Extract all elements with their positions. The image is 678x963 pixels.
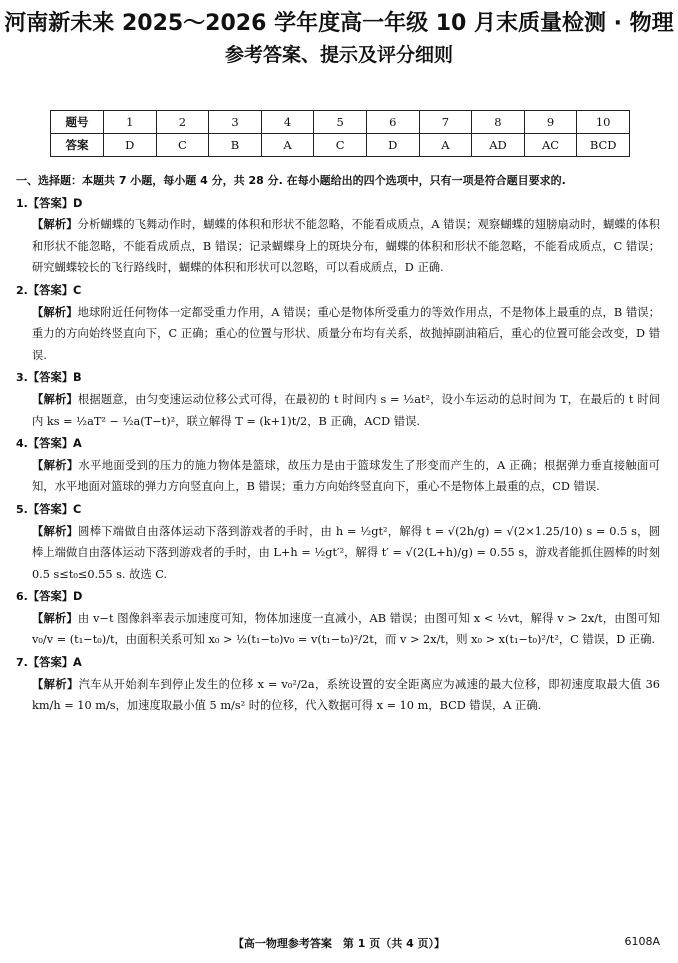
answer-cell: AD [472,134,525,157]
analysis-label: 【解析】 [32,677,79,691]
row-header-number: 题号 [51,111,104,134]
analysis-text: 地球附近任何物体一定都受重力作用，A 错误；重心是物体所受重力的等效作用点，不是物体上最重的点，B 错误；重力的方向始终竖直向下，C 正确；重心的位置与形状、质量分布均有关系，故抛掉副油箱后，重心的位置可能会改变，D 错误. [32,305,660,362]
answer-label: 【答案】D [27,196,83,210]
answer-label: 【答案】C [27,502,82,516]
answer-cell: C [156,134,209,157]
answer-cell: C [314,134,367,157]
answer-label: 【答案】A [27,656,82,670]
question-number-cell: 10 [577,111,630,134]
page-subtitle: 参考答案、提示及评分细则 [224,44,453,66]
analysis-text: 由 v−t 图像斜率表示加速度可知，物体加速度一直减小，AB 错误；由图可知 x < ½vt，解得 v > 2x/t，由图可知 v₀/v = (t₁−t₀)/t，由面积关系可知 x₀ > ½(t₁−t₀)v₀ = v(t₁−t₀)²/2t，而 v > 2x/t，则 x₀ > x(t₁−t₀)²/t²，C 错误，D 正确. [32,611,660,647]
answer-cell: A [419,134,472,157]
question-4 [16,433,660,498]
document-code: 6108A [624,935,660,948]
analysis-label: 【解析】 [32,218,78,232]
analysis-label: 【解析】 [32,392,78,406]
question-number-cell: 5 [314,111,367,134]
question-number-cell: 1 [104,111,157,134]
analysis-label: 【解析】 [32,611,78,625]
answer-label: 【答案】C [27,283,82,297]
answer-cell: D [366,134,419,157]
question-7 [16,652,660,717]
section-heading: 一、选择题：本题共 7 小题，每小题 4 分，共 28 分. 在每小题给出的四个选项中，只有一项是符合题目要求的. [16,174,566,187]
question-number: 4. [16,437,28,451]
question-number-cell: 2 [156,111,209,134]
answer-label: 【答案】A [27,437,82,451]
question-2 [16,280,660,366]
answer-cell: A [261,134,314,157]
analysis-label: 【解析】 [32,305,78,319]
question-number: 3. [16,371,28,385]
answer-row [51,134,630,157]
question-3 [16,367,660,432]
analysis-text: 圆棒下端做自由落体运动下落到游戏者的手时，由 h = ½gt²，解得 t = √(2h/g) = √(2×1.25/10) s = 0.5 s，圆棒上端做自由落体运动下落到游戏者的手时，由 L+h = ½gt′²，解得 t′ = √(2(L+h)/g) = 0.55 s，游戏者能抓住圆棒的时刻 0.5 s≤t₀≤0.55 s. 故选 C. [32,524,660,581]
answer-cell: BCD [577,134,630,157]
question-number: 6. [16,590,28,604]
analysis-text: 分析蝴蝶的飞舞动作时，蝴蝶的体积和形状不能忽略，不能看成质点，A 错误；观察蝴蝶的翅膀扇动时，蝴蝶的体积和形状不能忽略，不能看成质点，B 错误；记录蝴蝶身上的斑块分布，蝴蝶的体积和形状不能忽略，不能看成质点，C 错误；研究蝴蝶较长的飞行路线时，蝴蝶的体积和形状可以忽略，可以看成质点，D 正确. [32,218,660,275]
analysis-text: 根据题意，由匀变速运动位移公式可得，在最初的 t 时间内 s = ½at²，设小车运动的总时间为 T，在最后的 t 时间内 ks = ½aT² − ½a(T−t)²，联立解得 T = (k+1)t/2，B 正确，ACD 错误. [32,392,660,428]
question-1 [16,193,660,279]
answer-label: 【答案】D [27,590,83,604]
answer-label: 【答案】B [27,371,82,385]
question-number-cell: 6 [366,111,419,134]
question-number-cell: 4 [261,111,314,134]
analysis-text: 水平地面受到的压力的施力物体是篮球，故压力是由于篮球发生了形变而产生的，A 正确；根据弹力垂直接触面可知，水平地面对篮球的弹力方向竖直向上，B 错误；重力方向始终竖直向下，重心不是物体上最重的点，CD 错误. [32,458,660,494]
question-number: 7. [16,656,28,670]
question-number-cell: 7 [419,111,472,134]
question-number-cell: 8 [472,111,525,134]
answer-table [50,110,630,157]
page-title: 河南新未来 2025～2026 学年度高一年级 10 月末质量检测 · 物理 [4,11,674,36]
question-6 [16,586,660,651]
question-number: 2. [16,283,28,297]
page-footer: 【高一物理参考答案 第 1 页（共 4 页）】 [232,937,446,950]
analysis-text: 汽车从开始刹车到停止发生的位移 x = v₀²/2a，系统设置的安全距离应为减速的最大位移，即初速度取最大值 36 km/h = 10 m/s，加速度取最小值 5 m/s² 时的位移，代入数据可得 x = 10 m，BCD 错误，A 正确. [32,677,660,713]
answer-cell: D [104,134,157,157]
question-number: 1. [16,196,28,210]
answer-cell: AC [524,134,577,157]
question-number-cell: 9 [524,111,577,134]
question-number: 5. [16,502,28,516]
question-number-row [51,111,630,134]
answer-cell: B [209,134,262,157]
analysis-label: 【解析】 [32,524,79,538]
question-number-cell: 3 [209,111,262,134]
row-header-answer: 答案 [51,134,104,157]
question-5 [16,499,660,585]
analysis-label: 【解析】 [32,458,79,472]
solutions-body [16,170,660,717]
